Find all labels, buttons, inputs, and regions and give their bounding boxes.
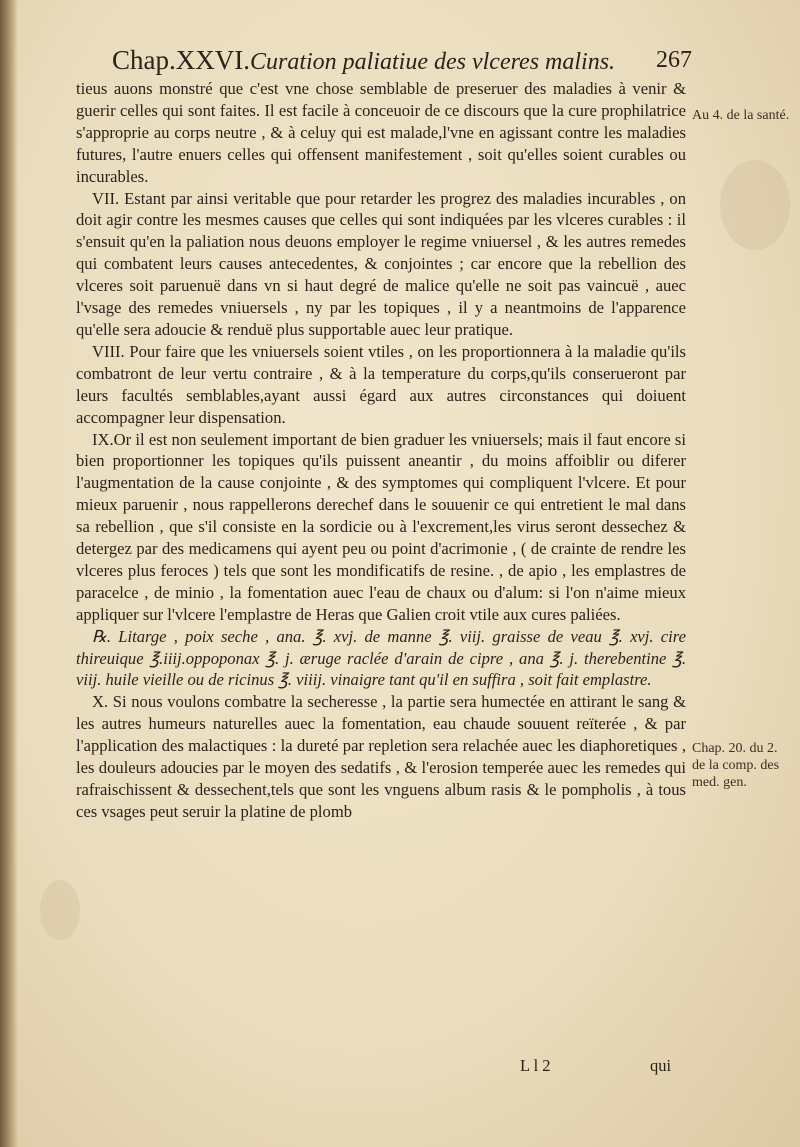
paper-stain [40,880,80,940]
body-text [76,78,686,823]
paragraph: IX.Or il est non seulement important de bien graduer les vniuersels; mais il faut encore si bien proportionner les topiques qu'ils puissent aneantir , du moins affoiblir ou diferer l'augmentation de la cause conjointe , & des symptomes qui compliquent l'vlcere. Et pour mieux paruenir , nous rappellerons derechef dans le souuenir ce qui entretient le mal dans sa rebellion , que s'il consiste en la sordicie ou à l'excrement,les virus seront dessechez & detergez par des medicamens qui ayent peu ou point d'acrimonie , ( de crainte de rendre les vlceres plus feroces ) tels que sont les mondificatifs de resine. , de apio , les emplastres de paracelce , de minio , la fomentation auec l'eau de chaux ou d'alum: si l'on n'aime mieux appliquer sur l'vlcere l'emplastre de Heras que Galien croit vtile aux cures paliées. [76,429,686,624]
paragraph: tieus auons monstré que c'est vne chose semblable de preseruer des maladies à venir & guerir celles qui sont faites. Il est facile à conceuoir de ce discours que la cure prophilatrice s'approprie au corps neutre , & à celuy qui est malade,l'vne en agissant contre les maladies futures, l'autre enuers celles qui offensent manifestement , soit qu'elles soient curables ou incurables. [76,79,686,186]
chapter-title: Curation paliatiue des vlceres malins. [249,49,616,75]
page-number: 267 [656,47,692,73]
running-header [112,44,692,78]
catchword: qui [650,1056,672,1075]
paragraph: X. Si nous voulons combatre la secheresse , la partie sera humectée en attirant le sang & les autres humeurs naturelles auec la fomentation, eau chaude souuent reïterée , & par l'application des malactiques : la dureté par repletion sera relachée auec les diaphoretiques , les douleurs adoucies par le moyen des sedatifs , & l'erosion temperée auec les remedes qui rafraischissent & dessechent,tels que sont les vnguens album rasis & le pompholis , à tous ces vsages peut seruir la platine de plomb [76,692,686,821]
paragraph: VII. Estant par ainsi veritable que pour retarder les progrez des maladies incurables , on doit agir contre les mesmes causes que celles qui sont indiquées par les vlceres curables : il s'ensuit qu'en la paliation nous deuons employer le regime vniuersel , & les autres remedes qui combatent leurs causes antecedentes, & conjointes ; car encore que la rebellion des vlceres soit paruenuë dans vn si haut degré de malice qu'elle ne soit pas vaincuë , auec l'vsage des remedes vniuersels , ny par les topiques , il y a neantmoins de l'apparence qu'elle sera adoucie & renduë plus supportable auec leur pratique. [76,188,686,339]
chapter-label: Chap.XXVI. [112,45,250,75]
paragraph: VIII. Pour faire que les vniuersels soient vtiles , on les proportionnera à la maladie qu'ils combatront de leur vertu contraire , & à la temperature du corps,qu'ils conserueront par leurs facultés semblables,ayant aussi égard aux autres circonstances qui doiuent accompagner leur dispensation. [76,341,686,427]
margin-note: Au 4. de la santé. [692,108,790,123]
page-gutter [0,0,18,1147]
paper-stain [720,160,790,250]
margin-note: Chap. 20. du 2. de la comp. des med. gen. [692,741,780,790]
signature-mark: L l 2 [520,1056,551,1075]
recipe-paragraph: ℞. Litarge , poix seche , ana. ℥. xvj. de manne ℥. viij. graisse de veau ℥. xvj. cire thireuique ℥.iiij.oppoponax ℥. j. æruge raclée d'arain de cipre , ana ℥. j. therebentine ℥. viij. huile vieille ou de ricinus ℥. viiij. vinaigre tant qu'il en suffira , soit fait emplastre. [76,626,686,690]
